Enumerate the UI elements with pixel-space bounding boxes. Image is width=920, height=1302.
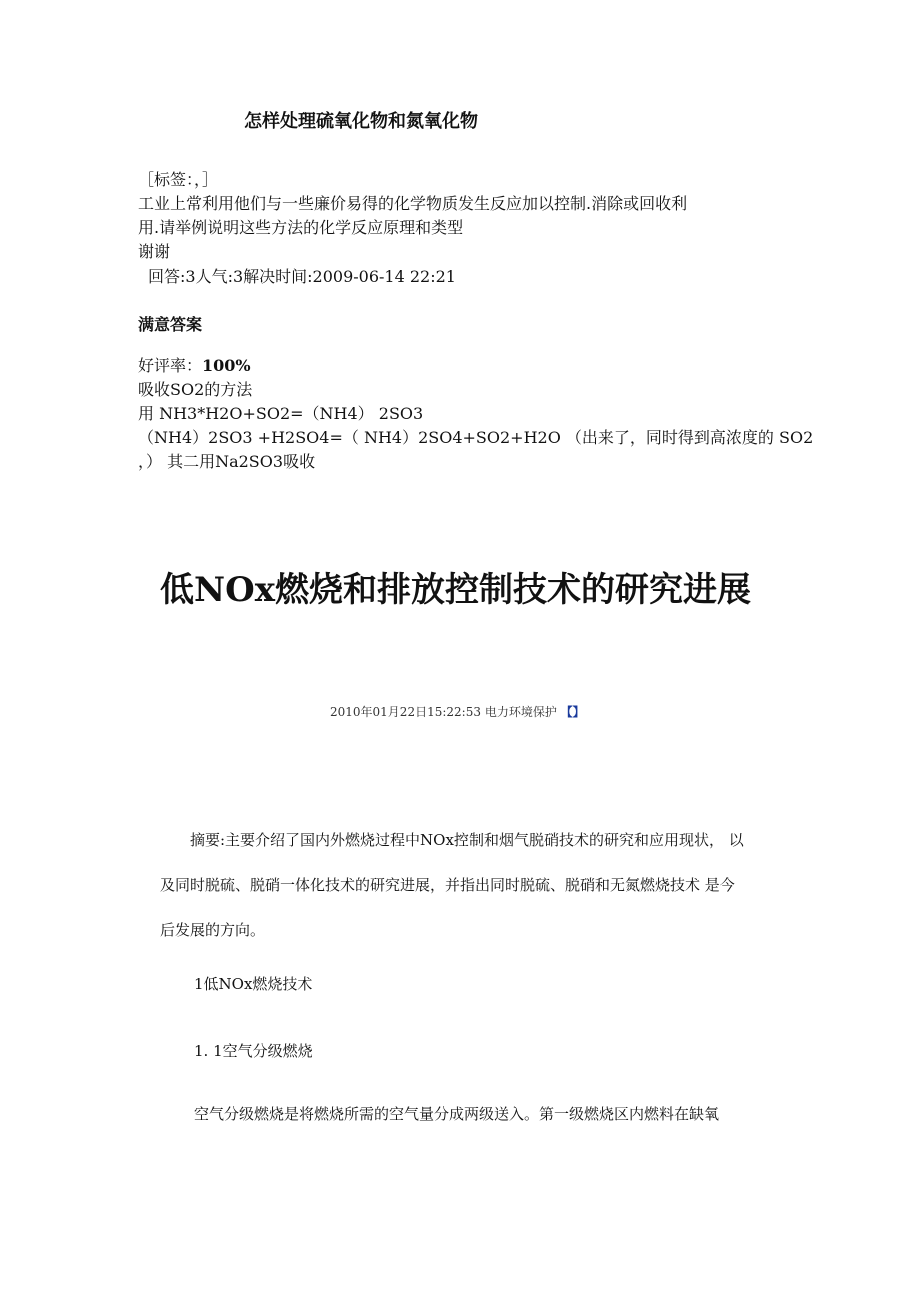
answer-body bbox=[138, 354, 813, 474]
body-paragraph: 空气分级燃烧是将燃烧所需的空气量分成两级送入。第一级燃烧区内燃料在缺氧 bbox=[194, 1105, 720, 1123]
article-bracket-link[interactable]: 【】 bbox=[560, 705, 585, 719]
article-source: 电力环境保护 bbox=[484, 705, 557, 719]
rating-label: 好评率： bbox=[138, 356, 203, 375]
answer-line: 用 NH3*H2O+SO2=（NH4） 2SO3 bbox=[138, 404, 424, 423]
answer-line: （NH4）2SO3 +H2SO4=（ NH4）2SO4+SO2+H2O （出来了，同时得到高浓度的 SO2 bbox=[138, 428, 814, 447]
abstract-line: 后发展的方向。 bbox=[160, 921, 266, 939]
answer-line: 吸收SO2的方法 bbox=[138, 380, 253, 399]
answer-heading: 满意答案 bbox=[138, 315, 203, 334]
abstract-line: 摘要:主要介绍了国内外燃烧过程中NOx控制和烟气脱硝技术的研究和应用现状， 以 bbox=[160, 831, 744, 849]
rating-value: 100% bbox=[202, 356, 251, 375]
section-heading: 1低NOx燃烧技术 bbox=[194, 975, 313, 993]
question-text-line: 用.请举例说明这些方法的化学反应原理和类型 bbox=[138, 218, 464, 237]
article-abstract bbox=[160, 818, 800, 953]
question-thanks: 谢谢 bbox=[138, 242, 171, 261]
answer-line: ，） 其二用Na2SO3吸收 bbox=[138, 452, 316, 471]
question-title: 怎样处理硫氧化物和氮氧化物 bbox=[244, 111, 478, 132]
question-meta: 回答:3人气:3解决时间:2009-06-14 22:21 bbox=[148, 267, 456, 286]
abstract-line: 及同时脱硫、脱硝一体化技术的研究进展，并指出同时脱硫、脱硝和无氮燃烧技术 是今 bbox=[160, 876, 735, 894]
answer-rating bbox=[138, 354, 813, 378]
article-date: 2010年01月22日15:22:53 bbox=[330, 705, 481, 719]
subsection-heading: 1. 1空气分级燃烧 bbox=[194, 1042, 313, 1060]
question-body bbox=[138, 168, 687, 264]
article-title: 低NOx燃烧和排放控制技术的研究进展 bbox=[160, 570, 751, 610]
question-text-line: 工业上常利用他们与一些廉价易得的化学物质发生反应加以控制.消除或回收利 bbox=[138, 194, 688, 213]
article-meta bbox=[330, 703, 585, 720]
question-tags: ［标签：，］ bbox=[138, 170, 219, 189]
